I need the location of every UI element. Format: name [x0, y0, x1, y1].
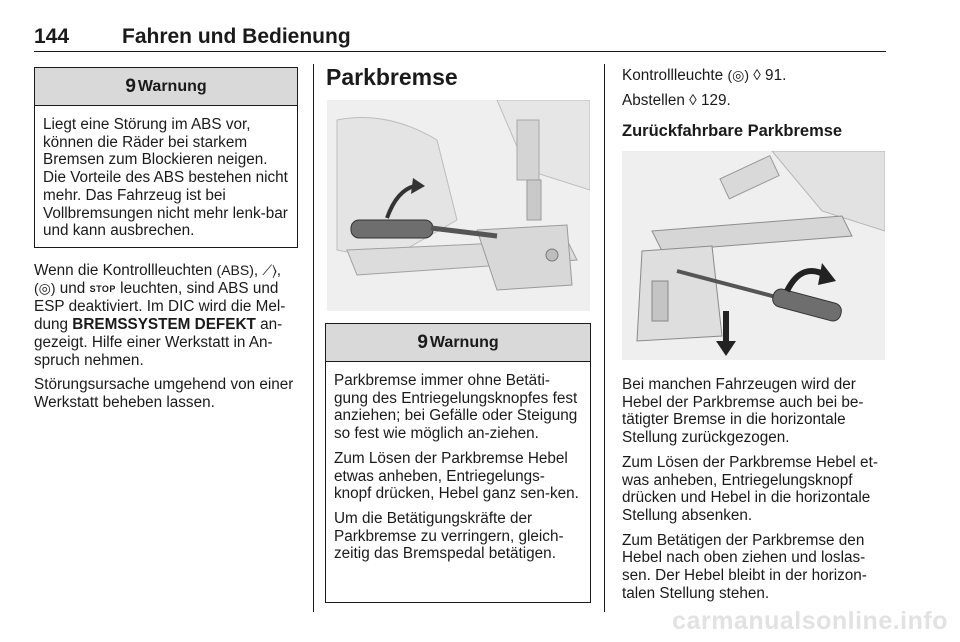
retractable-brake-lever-icon [622, 151, 885, 360]
stop-light-icon: STOP [89, 283, 116, 294]
warning-title: Warnung [429, 333, 499, 351]
dic-message: BREMSSYSTEM DEFEKT [72, 316, 256, 334]
left-column-text [34, 262, 302, 419]
warning-header [326, 324, 590, 362]
brake-warning-light-icon: (◎) [34, 279, 56, 296]
warning-header [35, 68, 297, 106]
brake-warning-light-icon: (◎) [727, 67, 749, 83]
fault-paragraph: Störungsursache umgehend von einer Werkstatt beheben lassen. [34, 376, 294, 411]
warning-text: Liegt eine Störung im ABS vor, können die Räder bei starkem Bremsen zum Blockieren neigen. Die Vorteile des ABS bestehen nicht mehr. Das Fahrzeug ist bei Vollbremsungen nicht mehr lenk-bar und kann ausbrechen. [43, 116, 288, 240]
subsection-title: Zurückfahrbare Parkbremse [622, 122, 843, 140]
right-column-top [622, 67, 890, 116]
chapter-title: Fahren und Bedienung [122, 25, 351, 48]
retractable-brake-illustration [622, 151, 885, 360]
retraction-paragraph: Bei manchen Fahrzeugen wird der Hebel der Parkbremse auch bei be-tätigter Bremse in die horizontale Stellung zurückgezogen. [622, 376, 864, 447]
warning-title: Warnung [137, 77, 207, 95]
warning-paragraph-3: Um die Betätigungskräfte der Parkbremse zu verringern, gleich-zeitig das Bremspedal betätigen. [334, 509, 564, 563]
page-header [34, 22, 886, 52]
watermark: carmanualsonline.info [672, 607, 948, 635]
warning-light-reference: Kontrollleuchte (◎) ◊ 91. [622, 67, 787, 84]
warning-paragraph-2: Zum Lösen der Parkbremse Hebel etwas anheben, Entriegelungs-knopf drücken, Hebel ganz sen-ken. [334, 449, 579, 503]
parking-brake-illustration [327, 100, 590, 311]
right-column-text [622, 376, 890, 609]
warning-body [35, 106, 297, 248]
column-divider-left [313, 64, 314, 612]
warning-paragraph-1: Parkbremse immer ohne Betäti-gung des Entriegelungsknopfes fest anziehen; bei Gefälle oder Steigung so fest wie möglich an-ziehen. [334, 372, 578, 443]
warning-body [326, 362, 590, 571]
column-divider-right [604, 64, 605, 612]
parking-reference: Abstellen ◊ 129. [622, 91, 731, 109]
abs-warning-light-icon: (ABS) [216, 262, 254, 278]
apply-paragraph: Zum Betätigen der Parkbremse den Hebel nach oben ziehen und loslas-sen. Der Hebel bleibt in der horizon-talen Stellung stehen. [622, 531, 867, 602]
abs-warning-box [34, 67, 298, 248]
warning-lights-paragraph: Wenn die Kontrollleuchten (ABS), ⟋⟩, (◎) und STOP leuchten, sind ABS und ESP deaktiviert. Im DIC wird die Mel-dung BREMSSYSTEM DEFEKT an-gezeigt. Hilfe einer Werkstatt in An-spruch nehmen. [34, 262, 286, 369]
parking-brake-lever-icon [327, 100, 590, 311]
parking-brake-warning-box [325, 323, 591, 603]
page-number: 144 [34, 25, 70, 48]
warning-triangle-icon: 9 [417, 331, 428, 353]
release-paragraph: Zum Lösen der Parkbremse Hebel et-was anheben, Entriegelungsknopf drücken und Hebel in die horizontale Stellung absenken. [622, 453, 878, 524]
warning-triangle-icon: 9 [125, 75, 136, 97]
section-title-parkbremse: Parkbremse [326, 64, 458, 90]
esp-warning-light-icon: ⟋⟩ [262, 262, 277, 278]
